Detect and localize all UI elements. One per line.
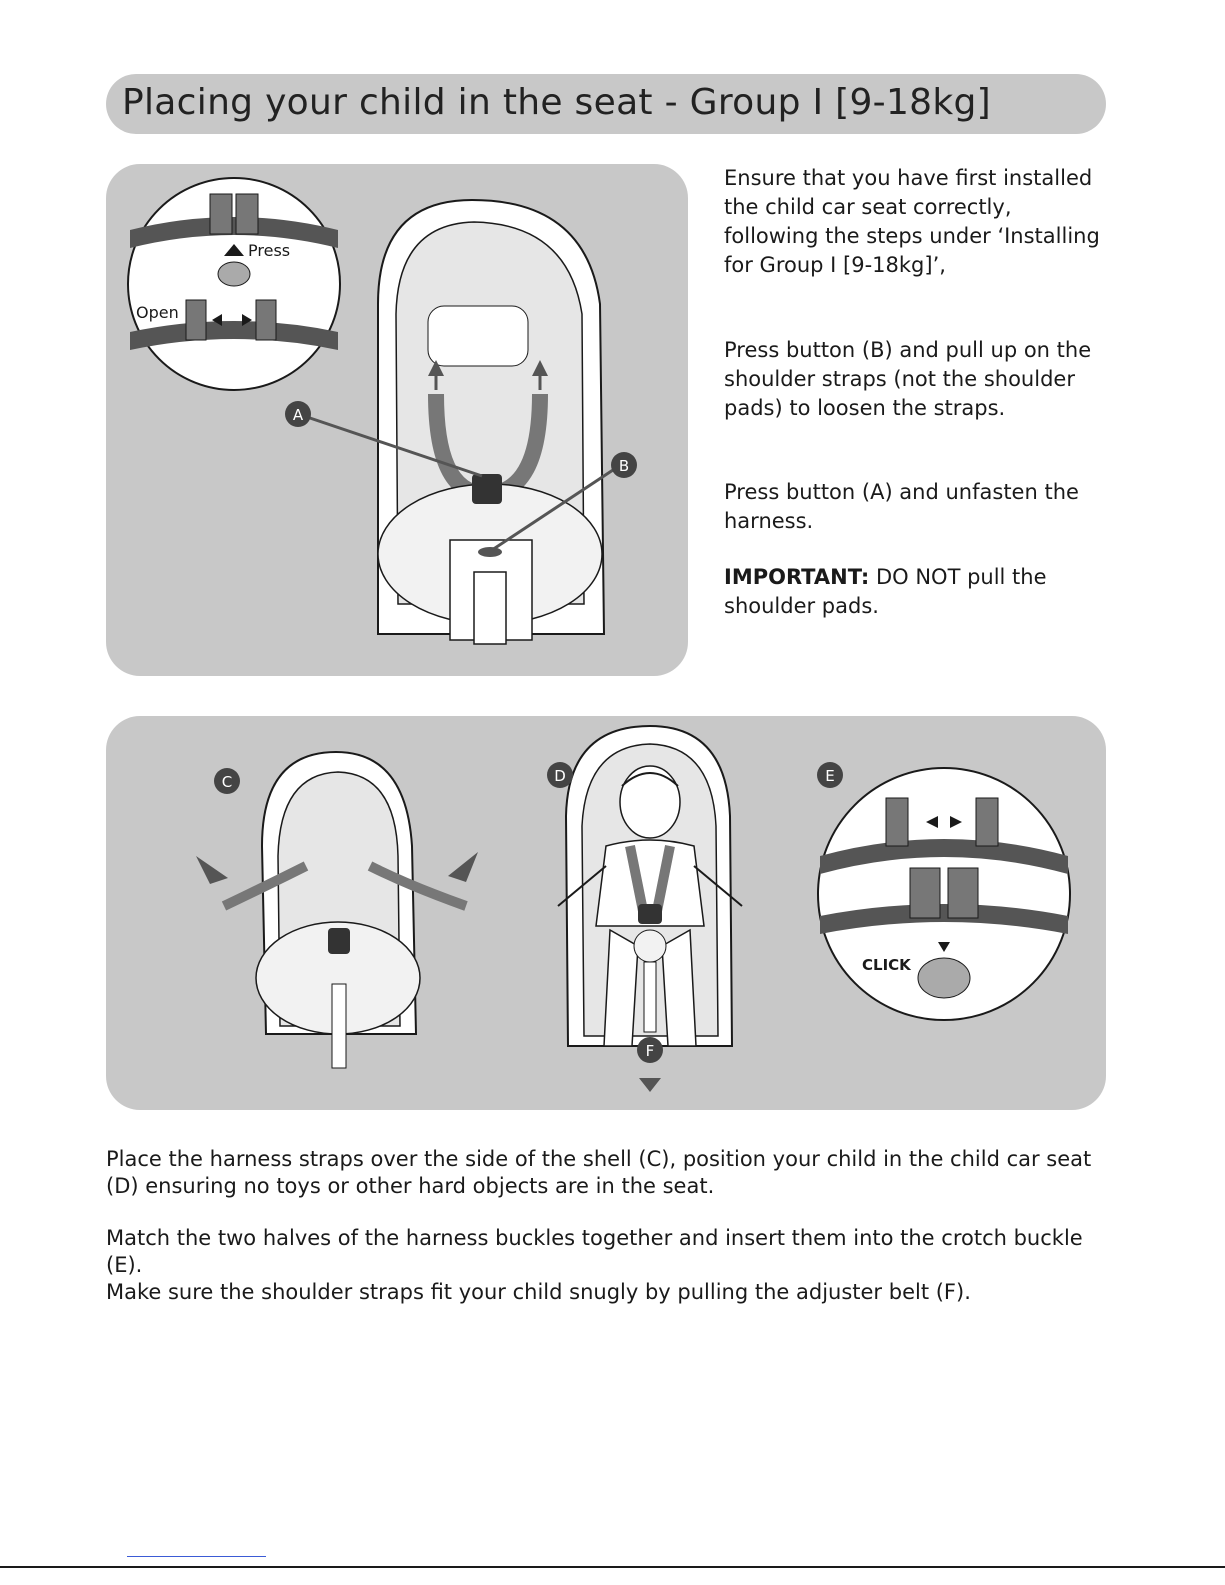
footer-link-underline — [127, 1556, 266, 1557]
instruction-place-text: Place the harness straps over the side of the shell (C), position your child in the child car seat (D) ensuring no toys or other hard objects are in the seat. — [106, 1147, 1092, 1198]
instruction-loosen-text: Press button (B) and pull up on the shoulder straps (not the shoulder pads) to loosen the straps. — [724, 338, 1092, 420]
important-note-text — [724, 563, 1104, 621]
seat-straps-drawing — [196, 752, 478, 1068]
car-seat-drawing — [304, 200, 616, 644]
press-label: Press — [248, 241, 291, 260]
callout-c — [214, 768, 240, 794]
buckle-inset-circle — [128, 178, 340, 390]
instruction-ensure — [724, 164, 1104, 280]
figure-top-illustration — [106, 164, 688, 676]
instruction-loosen — [724, 336, 1104, 423]
footer-rule — [0, 1566, 1225, 1568]
important-note — [724, 563, 1104, 621]
instruction-ensure-text: Ensure that you have first installed the child car seat correctly, following the steps under ‘Installing for Group I [9-18kg]’, — [724, 166, 1100, 277]
instruction-unfasten-text: Press button (A) and unfasten the harness. — [724, 480, 1079, 533]
page-title: Placing your child in the seat - Group I [9-18kg] — [122, 82, 992, 123]
callout-c-label: C — [221, 773, 233, 791]
callout-a — [285, 401, 311, 427]
instruction-snug-text: Make sure the shoulder straps fit your child snugly by pulling the adjuster belt (F). — [106, 1280, 971, 1304]
callout-f-label: F — [645, 1042, 655, 1060]
callout-b-label: B — [618, 457, 630, 475]
instruction-unfasten — [724, 478, 1104, 536]
instruction-match — [106, 1225, 1116, 1306]
callout-d-label: D — [554, 767, 566, 785]
title-bar — [106, 74, 1106, 134]
figure-bottom-illustration — [106, 716, 1106, 1110]
callout-f — [637, 1037, 663, 1063]
callout-d — [547, 762, 573, 788]
open-label: Open — [136, 303, 179, 322]
callout-e — [817, 762, 843, 788]
click-label: CLICK — [862, 956, 911, 974]
callout-e-label: E — [825, 767, 835, 785]
important-rest: DO NOT pull the shoulder pads. — [724, 565, 1047, 618]
callout-b — [611, 452, 637, 478]
instruction-match-text: Match the two halves of the harness buckles together and insert them into the crotch buckle (E). — [106, 1226, 1083, 1277]
important-label: IMPORTANT: — [724, 565, 870, 589]
instruction-place — [106, 1146, 1116, 1200]
buckle-click-inset — [818, 768, 1070, 1020]
callout-a-label: A — [292, 406, 304, 424]
